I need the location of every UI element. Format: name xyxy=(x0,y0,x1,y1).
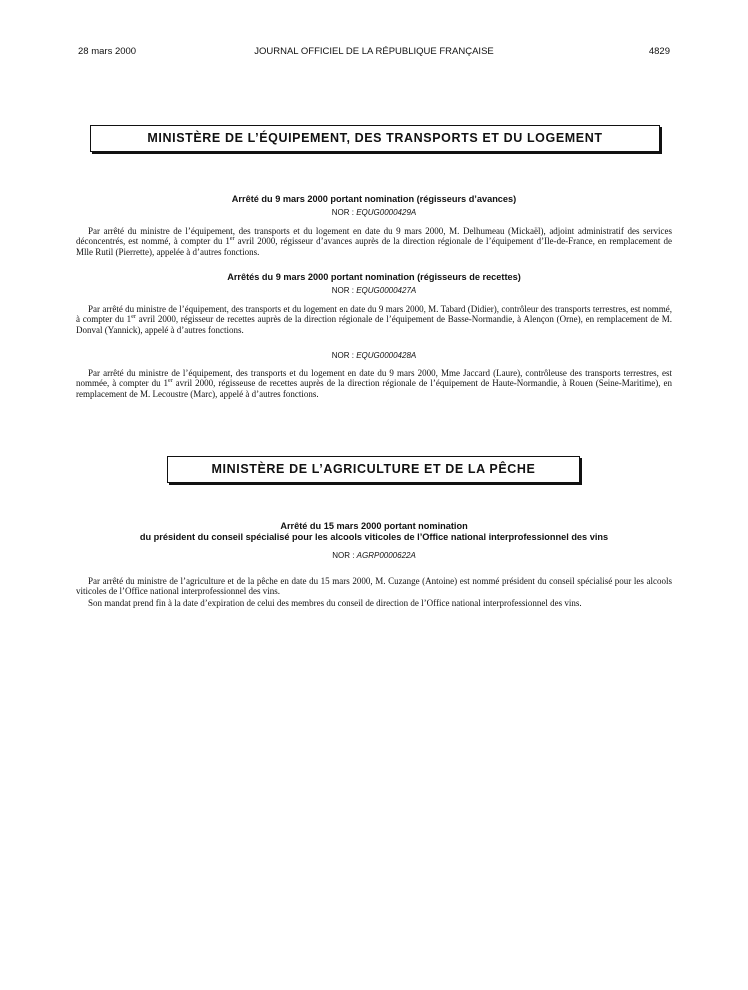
arrete-president-title-line2: du président du conseil spécialisé pour les alcools viticoles de l’Office national interprofessionnel des vins xyxy=(139,532,609,542)
arrete-president-paragraph-1: Par arrêté du ministre de l’agriculture et de la pêche en date du 15 mars 2000, M. Cuzange (Antoine) est nommé président du conseil spécialisé pour les alcools viticoles de l’Office national interprofessionnel des vins. xyxy=(76,576,672,597)
nor-label: NOR : xyxy=(331,286,354,295)
ministry-agriculture-title: MINISTÈRE DE L’AGRICULTURE ET DE LA PÊCHE xyxy=(167,456,580,483)
arrete-president-paragraph-2: Son mandat prend fin à la date d’expiration de celui des membres du conseil de direction de l’Office national interprofessionnel des vins. xyxy=(88,598,582,608)
nor-label: NOR : xyxy=(331,208,354,217)
arretes-recettes-title: Arrêtés du 9 mars 2000 portant nomination (régisseurs de recettes) xyxy=(227,272,521,282)
nor-code: AGRP0000622A xyxy=(356,551,416,560)
arrete-recettes-paragraph-1: Par arrêté du ministre de l’équipement, des transports et du logement en date du 9 mars 2000, M. Tabard (Didier), contrôleur des transports terrestres, est nommé, à compter du 1er avril 2000, régisseur de recettes auprès de la direction régionale de l’équipement de Basse-Normandie, à Alençon (Orne), en remplacement de M. Donval (Yannick), appelé à d’autres fonctions. xyxy=(76,304,673,335)
header-date: 28 mars 2000 xyxy=(78,46,137,57)
header-journal-title: JOURNAL OFFICIEL DE LA RÉPUBLIQUE FRANÇAISE xyxy=(254,46,494,57)
nor-line xyxy=(76,286,672,296)
arrete-president-title-line1: Arrêté du 15 mars 2000 portant nomination xyxy=(280,521,468,531)
nor-code: EQUG0000428A xyxy=(356,351,417,360)
nor-code: EQUG0000427A xyxy=(356,286,417,295)
nor-label: NOR : xyxy=(332,551,355,560)
ministry-equipement-title: MINISTÈRE DE L’ÉQUIPEMENT, DES TRANSPORTS ET DU LOGEMENT xyxy=(90,125,660,152)
arrete-avances-title: Arrêté du 9 mars 2000 portant nomination (régisseurs d’avances) xyxy=(231,194,517,204)
nor-code: EQUG0000429A xyxy=(356,208,417,217)
nor-line xyxy=(76,351,672,361)
nor-label: NOR : xyxy=(331,351,354,360)
arrete-avances-paragraph: Par arrêté du ministre de l’équipement, des transports et du logement en date du 9 mars 2000, M. Delhumeau (Mickaël), adjoint administratif des services déconcentrés, est nommé, à compter du 1er avril 2000, régisseur d’avances auprès de la direction régionale de l’équipement d’Ile-de-France, en remplacement de Mlle Rutil (Pierrette), appelée à d’autres fonctions. xyxy=(76,226,673,257)
nor-line xyxy=(76,551,672,561)
arrete-recettes-paragraph-2: Par arrêté du ministre de l’équipement, des transports et du logement en date du 9 mars 2000, Mme Jaccard (Laure), contrôleuse des transports terrestres, est nommée, à compter du 1er avril 2000, régisseuse de recettes auprès de la direction régionale de l’équipement de Haute-Normandie, à Rouen (Seine-Maritime), en remplacement de M. Lecoustre (Marc), appelé à d’autres fonctions. xyxy=(76,368,672,399)
nor-line xyxy=(76,208,672,218)
header-page-number: 4829 xyxy=(648,46,670,57)
